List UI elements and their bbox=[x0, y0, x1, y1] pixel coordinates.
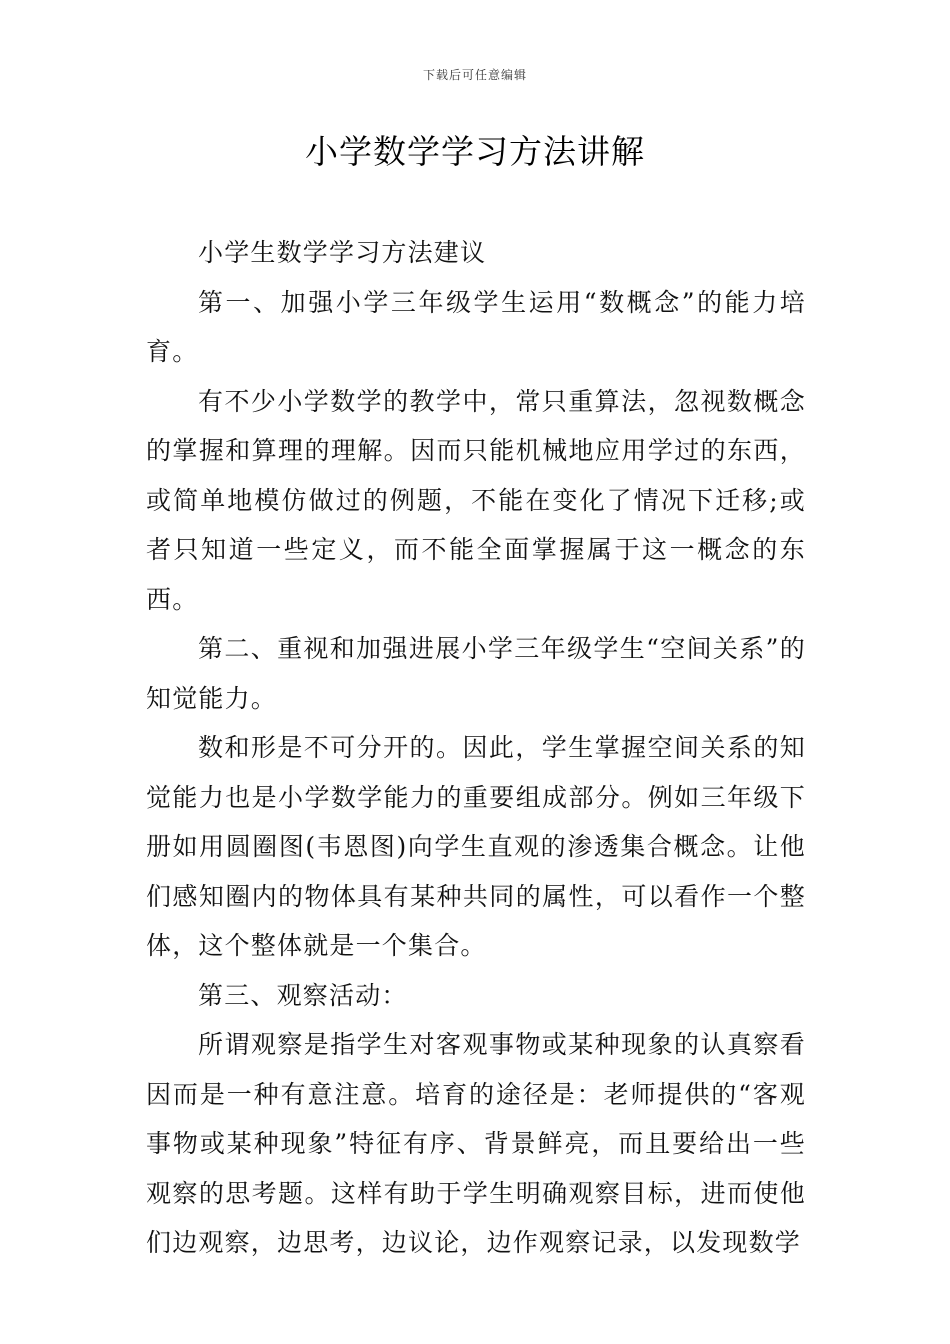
download-note: 下载后可任意编辑 bbox=[422, 68, 527, 82]
paragraph-point-two: 第二、重视和加强进展小学三年级学生“空间关系”的知觉能力。 bbox=[146, 634, 806, 713]
paragraph-subtitle: 小学生数学学习方法建议 bbox=[198, 238, 487, 267]
document-title: 小学数学学习方法讲解 bbox=[305, 132, 645, 171]
paragraph-point-three-detail: 所谓观察是指学生对客观事物或某种现象的认真察看因而是一种有意注意。培育的途径是：老师提供的“客观事物或某种现象”特征有序、背景鲜亮，而且要给出一些观察的思考题。这样有助于学生明确观察目标，进而使他们边观察，边思考，边议论，边作观察记录，以发现数学 bbox=[146, 1030, 806, 1257]
paragraph-point-one: 第一、加强小学三年级学生运用“数概念”的能力培育。 bbox=[146, 287, 806, 366]
paragraph-point-one-detail: 有不少小学数学的教学中，常只重算法，忽视数概念的掌握和算理的理解。因而只能机械地应用学过的东西，或简单地模仿做过的例题，不能在变化了情况下迁移;或者只知道一些定义，而不能全面掌握属于这一概念的东西。 bbox=[146, 386, 806, 614]
paragraph-point-two-detail: 数和形是不可分开的。因此，学生掌握空间关系的知觉能力也是小学数学能力的重要组成部分。例如三年级下册如用圆圈图(韦恩图)向学生直观的渗透集合概念。让他们感知圈内的物体具有某种共同的属性，可以看作一个整体，这个整体就是一个集合。 bbox=[146, 733, 806, 960]
paragraph-point-three: 第三、观察活动： bbox=[198, 980, 408, 1010]
document-body bbox=[146, 228, 806, 1268]
